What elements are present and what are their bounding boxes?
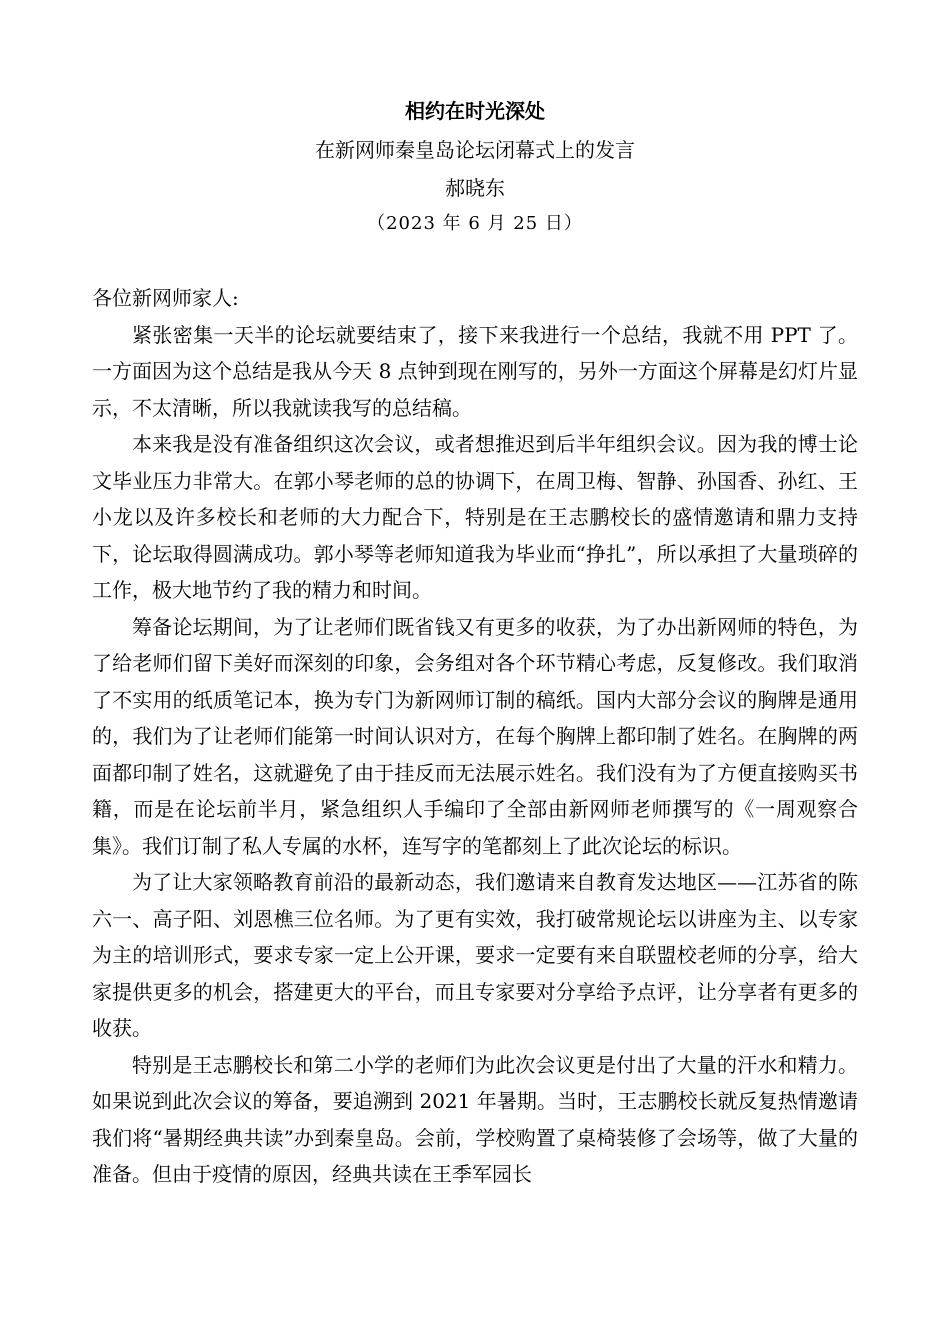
- paragraph: 特别是王志鹏校长和第二小学的老师们为此次会议更是付出了大量的汗水和精力。如果说到此次会议的筹备，要追溯到 2021 年暑期。当时，王志鹏校长就反复热情邀请我们将“暑期经典共读”办到秦皇岛。会前，学校购置了桌椅装修了会场等，做了大量的准备。但由于疫情的原因，经典共读在王季军园长: [92, 1052, 858, 1186]
- salutation: 各位新网师家人:: [92, 286, 239, 310]
- document-title: 相约在时光深处: [405, 99, 545, 123]
- paragraph: 本来我是没有准备组织这次会议，或者想推迟到后半年组织会议。因为我的博士论文毕业压力非常大。在郭小琴老师的总的协调下，在周卫梅、智静、孙国香、孙红、王小龙以及许多校长和老师的大力配合下，特别是在王志鹏校长的盛情邀请和鼎力支持下，论坛取得圆满成功。郭小琴等老师知道我为毕业而“挣扎”，所以承担了大量琐碎的工作，极大地节约了我的精力和时间。: [92, 432, 858, 602]
- paragraph: 为了让大家领略教育前沿的最新动态，我们邀请来自教育发达地区——江苏省的陈六一、高子阳、刘恩樵三位名师。为了更有实效，我打破常规论坛以讲座为主、以专家为主的培训形式，要求专家一定上公开课，要求一定要有来自联盟校老师的分享，给大家提供更多的机会，搭建更大的平台，而且专家要对分享给予点评，让分享者有更多的收获。: [92, 870, 858, 1040]
- document-subtitle: 在新网师秦皇岛论坛闭幕式上的发言: [315, 138, 635, 162]
- paragraph: 紧张密集一天半的论坛就要结束了，接下来我进行一个总结，我就不用 PPT 了。一方面因为这个总结是我从今天 8 点钟到现在刚写的，另外一方面这个屏幕是幻灯片显示，不太清晰，所以我就读我写的总结稿。: [92, 322, 858, 420]
- document-author: 郝晓东: [445, 176, 505, 200]
- document-date: （2023 年 6 月 25 日）: [367, 213, 583, 234]
- paragraph: 筹备论坛期间，为了让老师们既省钱又有更多的收获，为了办出新网师的特色，为了给老师们留下美好而深刻的印象，会务组对各个环节精心考虑，反复修改。我们取消了不实用的纸质笔记本，换为专门为新网师订制的稿纸。国内大部分会议的胸牌是通用的，我们为了让老师们能第一时间认识对方，在每个胸牌上都印制了姓名。在胸牌的两面都印制了姓名，这就避免了由于挂反而无法展示姓名。我们没有为了方便直接购买书籍，而是在论坛前半月，紧急组织人手编印了全部由新网师老师撰写的《一周观察合集》。我们订制了私人专属的水杯，连写字的笔都刻上了此次论坛的标识。: [92, 614, 858, 858]
- document-body: [92, 280, 858, 1193]
